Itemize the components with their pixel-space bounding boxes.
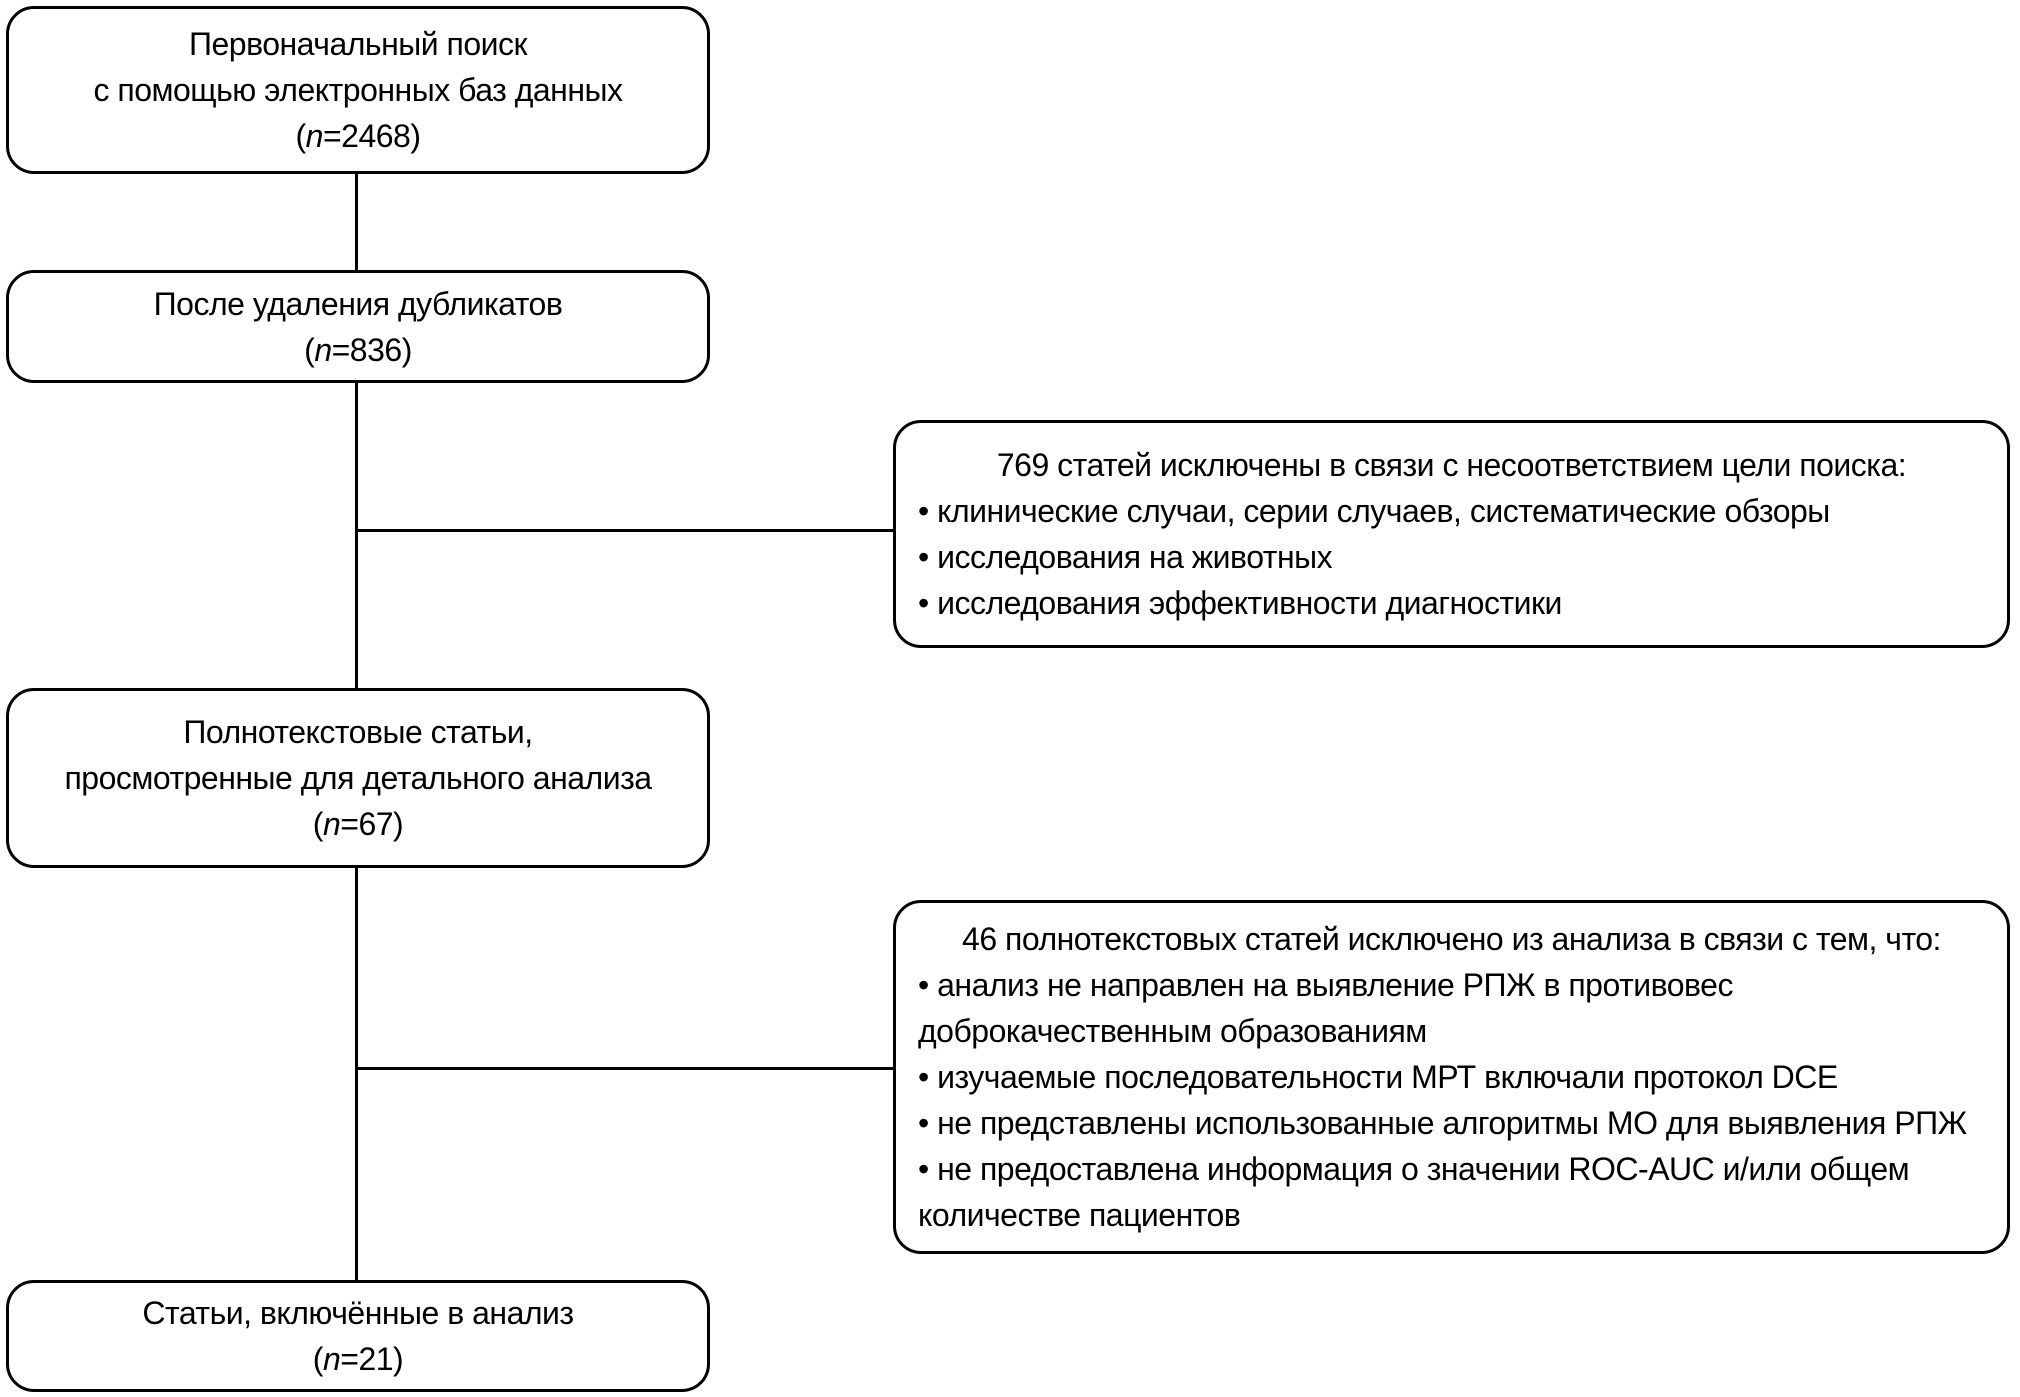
count-paren: ( — [312, 1341, 323, 1377]
count-paren: ( — [304, 331, 315, 368]
exclusion-bullet-line: • клинические случаи, серии случаев, систематические обзоры — [918, 493, 1830, 529]
box-text-line: После удаления дубликатов — [153, 285, 563, 322]
box-count-line — [313, 1336, 403, 1382]
count-paren: ( — [312, 806, 323, 842]
exclusion-bullet-line: • исследования на животных — [918, 539, 1333, 575]
box-count-line — [304, 327, 412, 373]
count-value: =2468) — [322, 118, 421, 154]
box-fulltext-reviewed — [6, 688, 710, 868]
exclusion-header: 769 статей исключены в связи с несоответствием цели поиска: — [996, 447, 1907, 483]
connector-line-vertical — [355, 174, 358, 270]
box-after-duplicates — [6, 270, 710, 383]
box-excluded-46 — [893, 900, 2010, 1254]
box-included-in-analysis — [6, 1280, 710, 1392]
box-count-line — [296, 113, 421, 159]
exclusion-wrap-line: количестве пациентов — [918, 1197, 1241, 1233]
exclusion-bullet-line: • изучаемые последовательности МРТ включали протокол DCE — [918, 1059, 1838, 1095]
count-n-symbol: n — [322, 1341, 341, 1377]
connector-line-horizontal — [358, 529, 893, 532]
box-text-line: Полнотекстовые статьи, — [183, 714, 533, 750]
count-value: =836) — [331, 331, 412, 368]
exclusion-bullet-line: • не представлены использованные алгоритмы МО для выявления РПЖ — [918, 1105, 1967, 1141]
count-n-symbol: n — [314, 331, 332, 368]
exclusion-bullet-line: • не предоставлена информация о значении ROC-AUC и/или общем — [918, 1151, 1910, 1187]
box-text-line: Статьи, включённые в анализ — [142, 1295, 574, 1331]
count-value: =21) — [340, 1341, 404, 1377]
connector-line-vertical — [355, 868, 358, 1280]
box-text-line: с помощью электронных баз данных — [93, 72, 623, 108]
count-n-symbol: n — [305, 118, 323, 154]
exclusion-header: 46 полнотекстовых статей исключено из анализа в связи с тем, что: — [962, 921, 1941, 957]
count-n-symbol: n — [322, 806, 341, 842]
box-initial-search — [6, 6, 710, 174]
count-paren: ( — [295, 118, 306, 154]
connector-line-vertical — [355, 383, 358, 688]
connector-line-horizontal — [358, 1067, 893, 1070]
exclusion-bullet-line: • анализ не направлен на выявление РПЖ в противовес — [918, 967, 1733, 1003]
box-text-line: Первоначальный поиск — [188, 26, 528, 62]
exclusion-bullet-line: • исследования эффективности диагностики — [918, 585, 1562, 621]
box-text-line: просмотренные для детального анализа — [64, 760, 652, 796]
box-excluded-769 — [893, 420, 2010, 648]
box-count-line — [313, 801, 403, 847]
count-value: =67) — [340, 806, 404, 842]
exclusion-wrap-line: доброкачественным образованиям — [918, 1013, 1427, 1049]
